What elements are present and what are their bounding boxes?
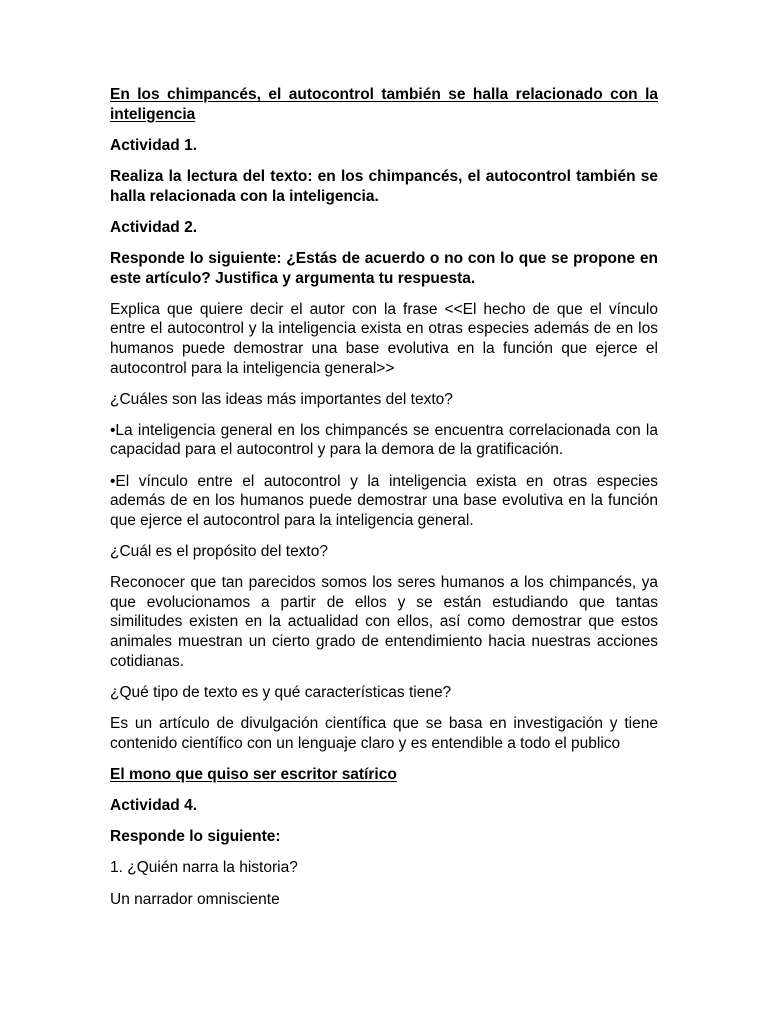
answer-purpose: Reconocer que tan parecidos somos los seres humanos a los chimpancés, ya que evolucionamos a partir de ellos y se están estudiando que tantas similitudes existen en la actualidad con ellos, así como demostrar que estos animales muestran un cierto grado de entendimiento hacia nuestras acciones cotidianas. (110, 574, 658, 670)
activity-4-instruction: Responde lo siguiente: (110, 828, 281, 846)
document-body (110, 85, 658, 921)
section-heading-chimpances: En los chimpancés, el autocontrol también se halla relacionado con la inteligencia (110, 86, 658, 123)
bullet-point: •La inteligencia general en los chimpancés se encuentra correlacionada con la capacidad para el autocontrol y para la demora de la gratificación. (110, 421, 658, 459)
answer-text-type: Es un artículo de divulgación científica que se basa en investigación y tiene contenido científico con un lenguaje claro y es entendible a todo el publico (110, 714, 658, 752)
question-explain-phrase: Explica que quiere decir el autor con la frase <<El hecho de que el vínculo entre el autocontrol y la inteligencia exista en otras especies además de en los humanos puede demostrar una base evolutiva en la función que ejerce el autocontrol para la inteligencia general>> (110, 300, 658, 377)
activity-2-label: Actividad 2. (110, 218, 197, 236)
answer-narrator: Un narrador omnisciente (110, 890, 280, 908)
activity-4-label: Actividad 4. (110, 796, 197, 814)
question-text-type: ¿Qué tipo de texto es y qué características tiene? (110, 683, 452, 701)
question-main-ideas: ¿Cuáles son las ideas más importantes del texto? (110, 390, 453, 408)
bullet-point: •El vínculo entre el autocontrol y la inteligencia exista en otras especies además de en los humanos puede demostrar una base evolutiva en la función que ejerce el autocontrol para la inteligencia general. (110, 472, 658, 529)
section-heading-mono: El mono que quiso ser escritor satírico (110, 765, 397, 783)
activity-1-label: Actividad 1. (110, 136, 197, 154)
question-narrator: 1. ¿Quién narra la historia? (110, 859, 298, 877)
question-purpose: ¿Cuál es el propósito del texto? (110, 543, 328, 561)
activity-2-instruction: Responde lo siguiente: ¿Estás de acuerdo o no con lo que se propone en este artículo? Justifica y argumenta tu respuesta. (110, 249, 658, 287)
activity-1-instruction: Realiza la lectura del texto: en los chimpancés, el autocontrol también se halla relacionada con la inteligencia. (110, 167, 658, 205)
